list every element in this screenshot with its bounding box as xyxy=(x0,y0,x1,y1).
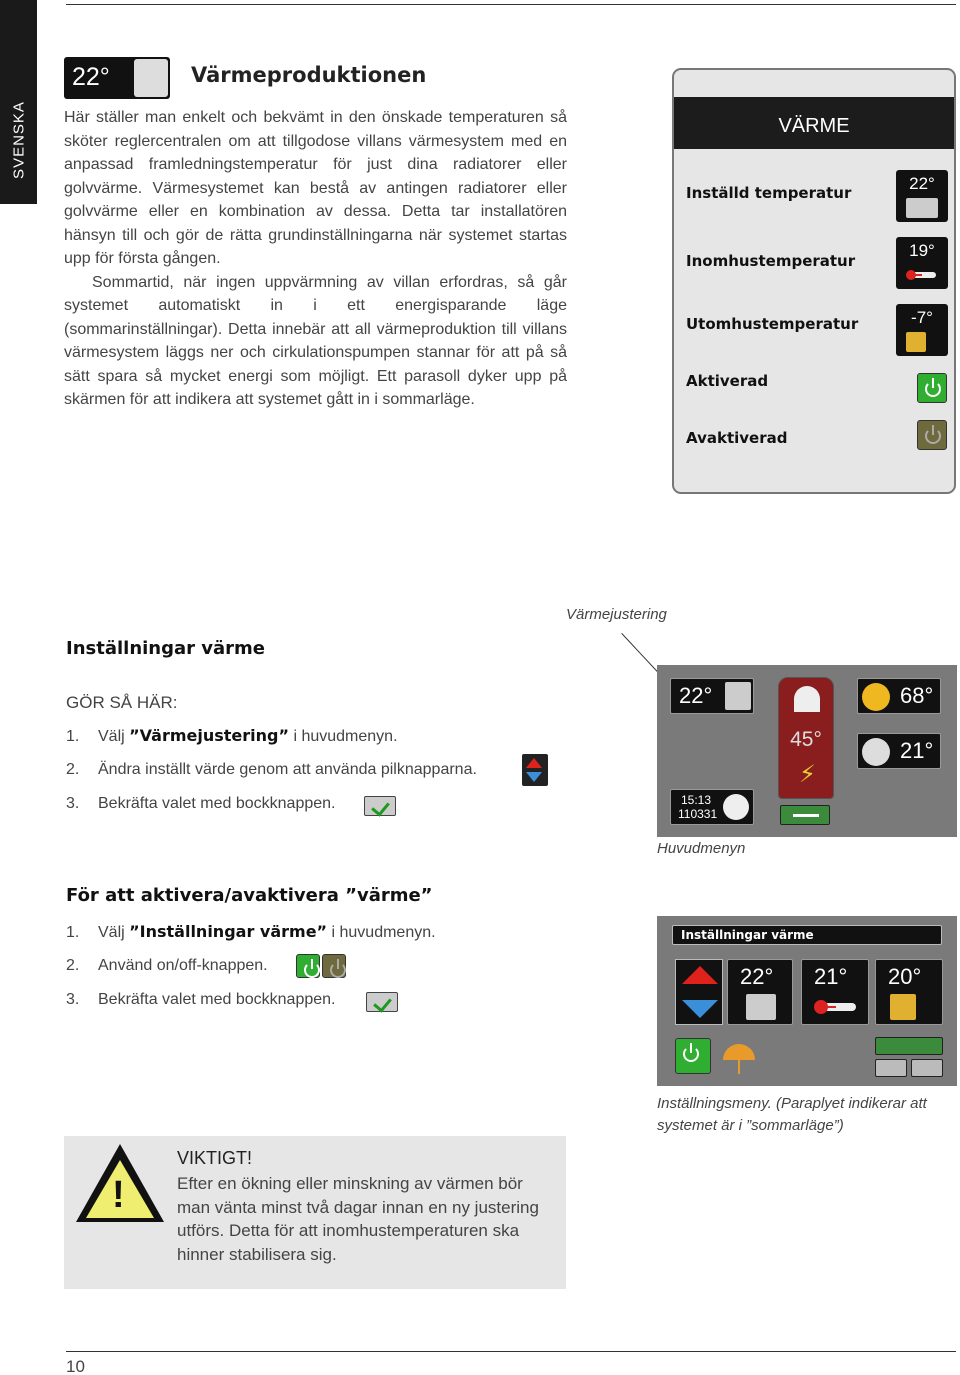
language-tab xyxy=(0,0,37,204)
bottom-divider xyxy=(66,1351,956,1352)
indoor-temp-value: 19° xyxy=(909,241,935,260)
step-number: 2. xyxy=(66,957,80,974)
house-icon xyxy=(134,59,168,97)
heat-header-icon xyxy=(64,57,170,99)
outdoor-value: 68° xyxy=(900,683,934,708)
arrow-down-icon xyxy=(682,1000,718,1018)
page-number: 10 xyxy=(66,1357,85,1375)
settings-screen-title: Inställningar värme xyxy=(681,928,814,942)
intro-paragraph-1: Här ställer man enkelt och bekvämt in den önskade temperaturen så sköter reglercentralen om att tillgodose villans värmesystem med en anpassad framledningstemperatur för just dina radiatorer eller golvvärme. Värmesystemet kan bestå av antingen radiatorer eller golvvärme eller en kombination av dessa. Detta tar installatören hänsyn till och gör de rätta grundinställningarna när systemet startas upp för första gången. xyxy=(64,109,567,267)
row-label-indoor-temp: Inomhustemperatur xyxy=(686,252,856,270)
panel-title: VÄRME xyxy=(778,115,850,137)
heat-button xyxy=(670,678,754,714)
caption-installningsmeny: Inställningsmeny. (Paraplyet indikerar att systemet är i ”sommarläge”) xyxy=(657,1095,927,1134)
tank-temp-value: 45° xyxy=(790,728,822,751)
house-icon xyxy=(725,682,751,710)
fan-icon xyxy=(862,738,890,766)
power-off-icon xyxy=(917,420,947,450)
outdoor-temp-value: 20° xyxy=(888,964,922,989)
activate-step-1 xyxy=(66,922,436,942)
page-title: Värmeproduktionen xyxy=(191,63,427,87)
indoor-temp-box xyxy=(801,959,869,1025)
settings-step-2 xyxy=(66,761,477,779)
date-value: 110331 xyxy=(678,807,718,821)
activate-step-2 xyxy=(66,957,268,975)
step-text-bold: ”Inställningar värme” xyxy=(129,922,328,941)
checkmark-icon xyxy=(364,796,396,816)
set-temp-value: 22° xyxy=(740,964,774,989)
step-text-post: i huvudmenyn. xyxy=(327,924,436,941)
step-text: Bekräfta valet med bockknappen. xyxy=(98,795,336,812)
house-thermometer-icon xyxy=(906,332,926,352)
step-text-post: i huvudmenyn. xyxy=(289,728,398,745)
varme-panel xyxy=(672,68,956,494)
settings-step-1 xyxy=(66,726,398,746)
activate-section-title: För att aktivera/avaktivera ”värme” xyxy=(66,885,433,906)
power-off-icon xyxy=(322,954,346,978)
wrench-icon xyxy=(875,1037,943,1055)
step-number: 2. xyxy=(66,761,80,778)
step-text: Bekräfta valet med bockknappen. xyxy=(98,991,336,1008)
step-number: 1. xyxy=(66,924,80,941)
sun-icon xyxy=(862,683,890,711)
clock-icon xyxy=(723,794,749,820)
language-label: SVENSKA xyxy=(10,101,27,179)
top-divider xyxy=(66,4,956,5)
time-value: 15:13 xyxy=(681,793,712,807)
arrow-buttons-icon xyxy=(522,754,548,786)
how-to-label: GÖR SÅ HÄR: xyxy=(66,693,178,712)
outdoor-temp-box xyxy=(896,304,948,356)
thermometer-icon xyxy=(906,270,938,280)
outdoor-button xyxy=(857,678,941,714)
arrow-up-icon xyxy=(682,966,718,984)
set-temp-box xyxy=(896,170,948,222)
power-on-icon xyxy=(917,373,947,403)
step-text: Ändra inställt värde genom att använda pilknapparna. xyxy=(98,761,477,778)
caption-varmejustering: Värmejustering xyxy=(566,606,667,623)
step-number: 3. xyxy=(66,991,80,1008)
settings-section-title: Inställningar värme xyxy=(66,638,266,659)
row-label-outdoor-temp: Utomhustemperatur xyxy=(686,315,859,333)
water-tank-icon xyxy=(778,677,834,799)
heat-set-value: 22° xyxy=(679,683,713,708)
house-icon xyxy=(746,994,776,1020)
shower-icon xyxy=(794,686,820,712)
checkmark-icon xyxy=(366,992,398,1012)
step-text-pre: Välj xyxy=(98,728,130,745)
house-icon xyxy=(906,198,938,218)
undo-icon xyxy=(875,1059,907,1077)
heat-header-value: 22° xyxy=(72,63,110,91)
power-on-icon xyxy=(296,954,320,978)
set-temp-value: 22° xyxy=(909,174,935,193)
clock-button xyxy=(670,789,754,825)
step-number: 1. xyxy=(66,728,80,745)
row-label-deactivated: Avaktiverad xyxy=(686,429,788,447)
outdoor-temp-value: -7° xyxy=(911,308,933,327)
warning-text: Efter en ökning eller minskning av värmen bör man vänta minst två dagar innan en ny justering utförs. Detta för att inomhustemperaturen ska hinner stabilisera sig. xyxy=(177,1174,539,1264)
activate-step-3 xyxy=(66,991,335,1009)
lightning-icon: ⚡ xyxy=(799,760,816,788)
set-temp-box xyxy=(727,959,793,1025)
row-label-activated: Aktiverad xyxy=(686,372,769,390)
fan-temp-value: 21° xyxy=(900,738,934,763)
warning-box: ! VIKTIGT! Efter en ökning eller minskning av värmen bör man vänta minst två dagar innan en ny justering utförs. Detta för att inomhustemperaturen ska hinner stabilisera sig. xyxy=(64,1136,566,1289)
checkmark-icon xyxy=(911,1059,943,1077)
thermometer-icon xyxy=(814,1000,858,1014)
step-text-bold: ”Värmejustering” xyxy=(129,726,289,745)
settings-screen xyxy=(657,916,957,1086)
panel-header xyxy=(674,97,954,149)
step-text: Använd on/off-knappen. xyxy=(98,957,268,974)
main-menu-screen xyxy=(657,665,957,837)
intro-paragraph-2: Sommartid, när ingen uppvärmning av villan erfordras, så går systemet automatiskt in i ett energisparande läge (sommarinställningar). Detta innebär att all värmeproduktion till villans värmesystem läggs ner och cirkulationspumpen stannar för att på så sätt spara så mycket energi som möjligt. Ett parasoll dyker upp på skärmen för att indikera att systemet gått in i sommarläge. xyxy=(64,273,567,408)
arrow-buttons xyxy=(675,959,723,1025)
step-number: 3. xyxy=(66,795,80,812)
house-thermometer-icon xyxy=(890,994,916,1020)
settings-step-3 xyxy=(66,795,335,813)
wrench-icon xyxy=(780,805,830,825)
settings-screen-header xyxy=(672,925,942,945)
intro-text xyxy=(64,106,567,412)
caption-huvudmenyn: Huvudmenyn xyxy=(657,840,746,857)
indoor-temp-value: 21° xyxy=(814,964,848,989)
warning-heading: VIKTIGT! xyxy=(177,1148,253,1168)
ventilation-button xyxy=(857,733,941,769)
outdoor-temp-box xyxy=(875,959,943,1025)
row-label-set-temp: Inställd temperatur xyxy=(686,184,852,202)
umbrella-icon xyxy=(723,1044,755,1060)
step-text-pre: Välj xyxy=(98,924,130,941)
power-on-icon xyxy=(675,1038,711,1074)
indoor-temp-box xyxy=(896,237,948,289)
